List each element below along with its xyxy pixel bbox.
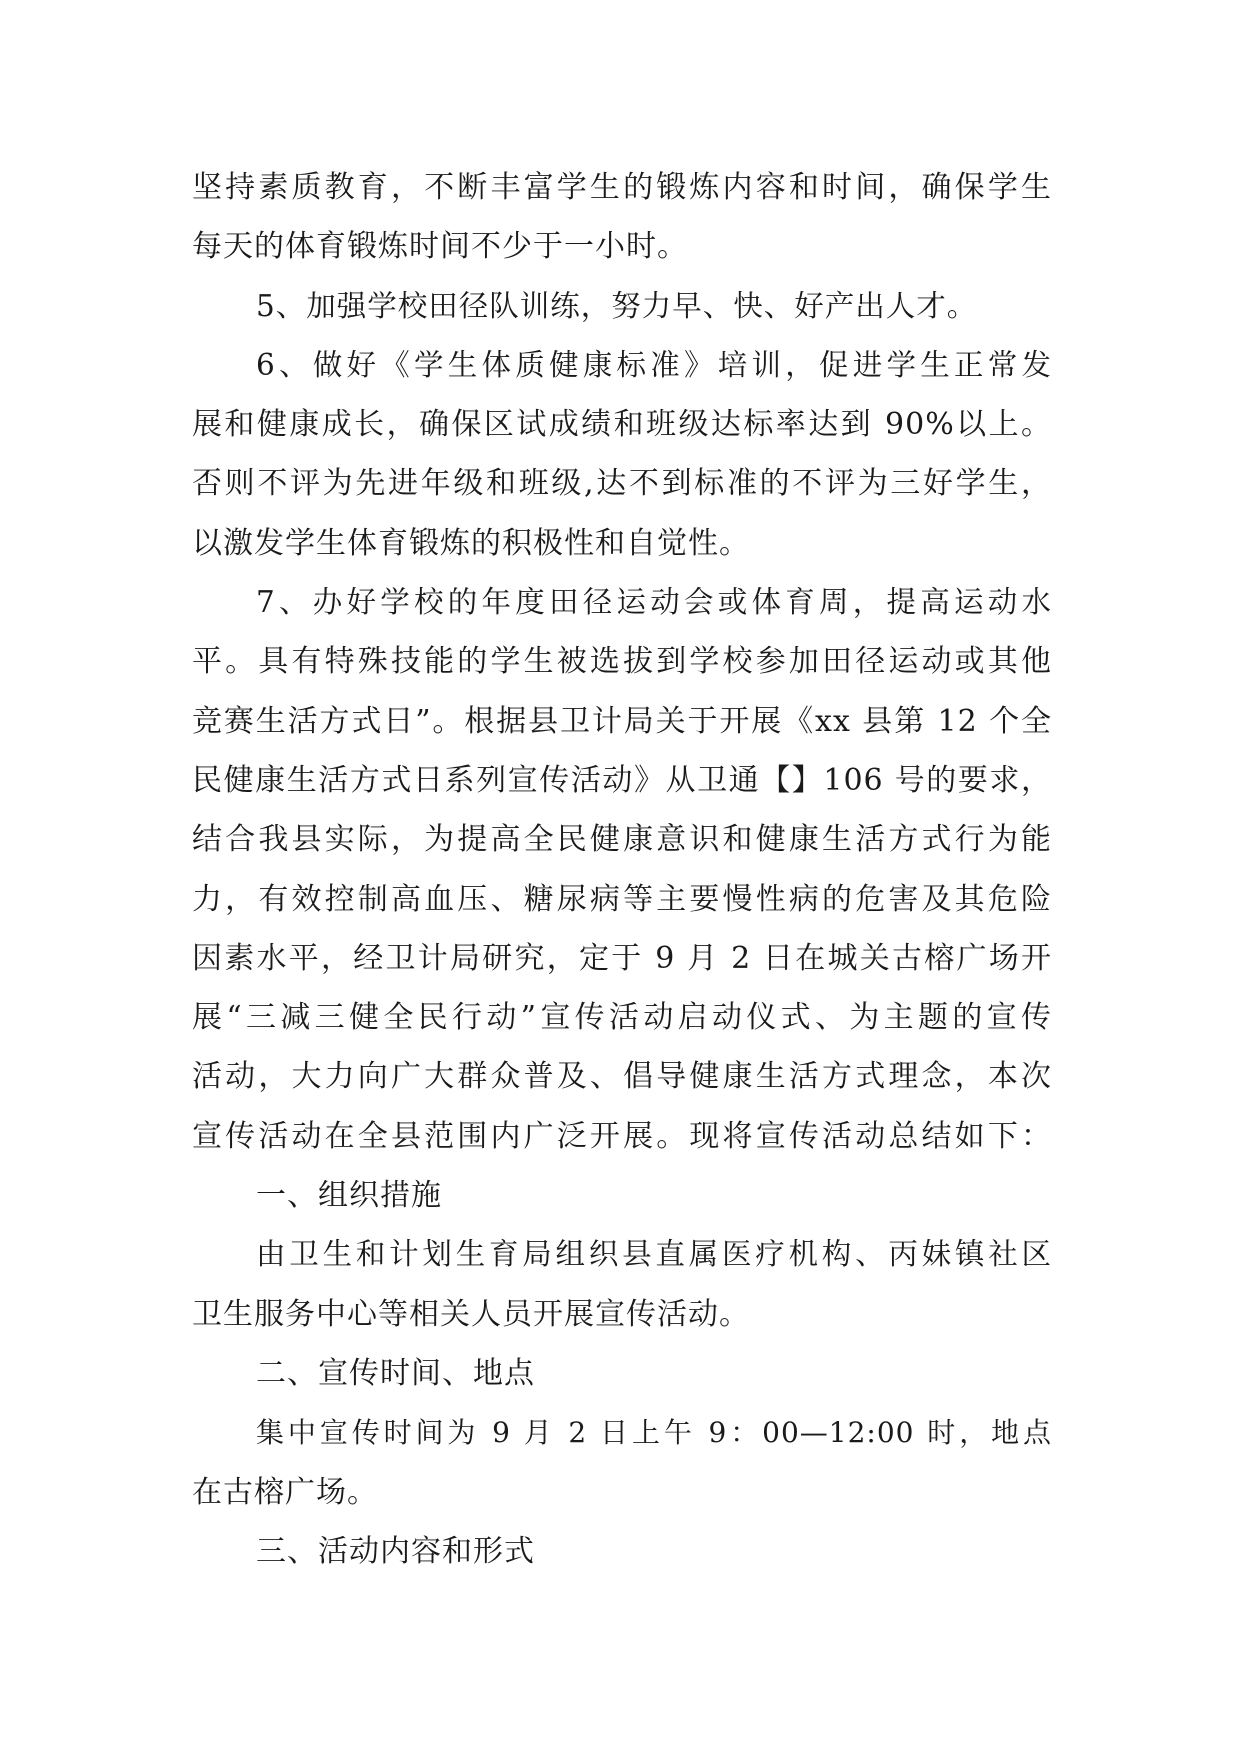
paragraph-line: 卫生服务中心等相关人员开展宣传活动。: [192, 1296, 750, 1332]
paragraph-line: 6、做好《学生体质健康标准》培训，促进学生正常发: [256, 347, 1052, 382]
paragraph-line: 宣传活动在全县范围内广泛开展。现将宣传活动总结如下：: [192, 1118, 1052, 1154]
paragraph-line: 集中宣传时间为 9 月 2 日上午 9：00—12:00 时，地点: [256, 1416, 1052, 1450]
paragraph-line: 展“三减三健全民行动”宣传活动启动仪式、为主题的宣传: [192, 1000, 1052, 1036]
paragraph-line: 5、加强学校田径队训练，努力早、快、好产出人才。: [256, 288, 978, 323]
paragraph-line: 由卫生和计划生育局组织县直属医疗机构、丙妹镇社区: [256, 1237, 1052, 1272]
paragraph-line: 以激发学生体育锻炼的积极性和自觉性。: [192, 525, 750, 561]
paragraph-line: 展和健康成长，确保区试成绩和班级达标率达到 90%以上。: [192, 407, 1052, 443]
section-heading: 一、组织措施: [256, 1178, 442, 1214]
section-heading: 三、活动内容和形式: [256, 1533, 535, 1569]
paragraph-line: 因素水平，经卫计局研究，定于 9 月 2 日在城关古榕广场开: [192, 940, 1052, 976]
paragraph-line: 力，有效控制高血压、糖尿病等主要慢性病的危害及其危险: [192, 881, 1052, 917]
paragraph-line: 7、办好学校的年度田径运动会或体育周，提高运动水: [256, 585, 1052, 620]
paragraph-line: 活动，大力向广大群众普及、倡导健康生活方式理念，本次: [192, 1059, 1052, 1095]
paragraph-line: 民健康生活方式日系列宣传活动》从卫通【】106 号的要求，: [192, 762, 1052, 798]
paragraph-line: 每天的体育锻炼时间不少于一小时。: [192, 229, 688, 265]
section-heading: 二、宣传时间、地点: [256, 1355, 535, 1391]
paragraph-line: 竞赛生活方式日”。根据县卫计局关于开展《xx 县第 12 个全: [192, 703, 1052, 739]
paragraph-line: 在古榕广场。: [192, 1474, 378, 1510]
document-body: [192, 158, 1052, 1581]
paragraph-line: 结合我县实际，为提高全民健康意识和健康生活方式行为能: [192, 822, 1052, 858]
paragraph-line: 否则不评为先进年级和班级,达不到标准的不评为三好学生，: [192, 466, 1052, 502]
paragraph-line: 平。具有特殊技能的学生被选拔到学校参加田径运动或其他: [192, 644, 1052, 680]
paragraph-line: 坚持素质教育，不断丰富学生的锻炼内容和时间，确保学生: [192, 170, 1052, 205]
